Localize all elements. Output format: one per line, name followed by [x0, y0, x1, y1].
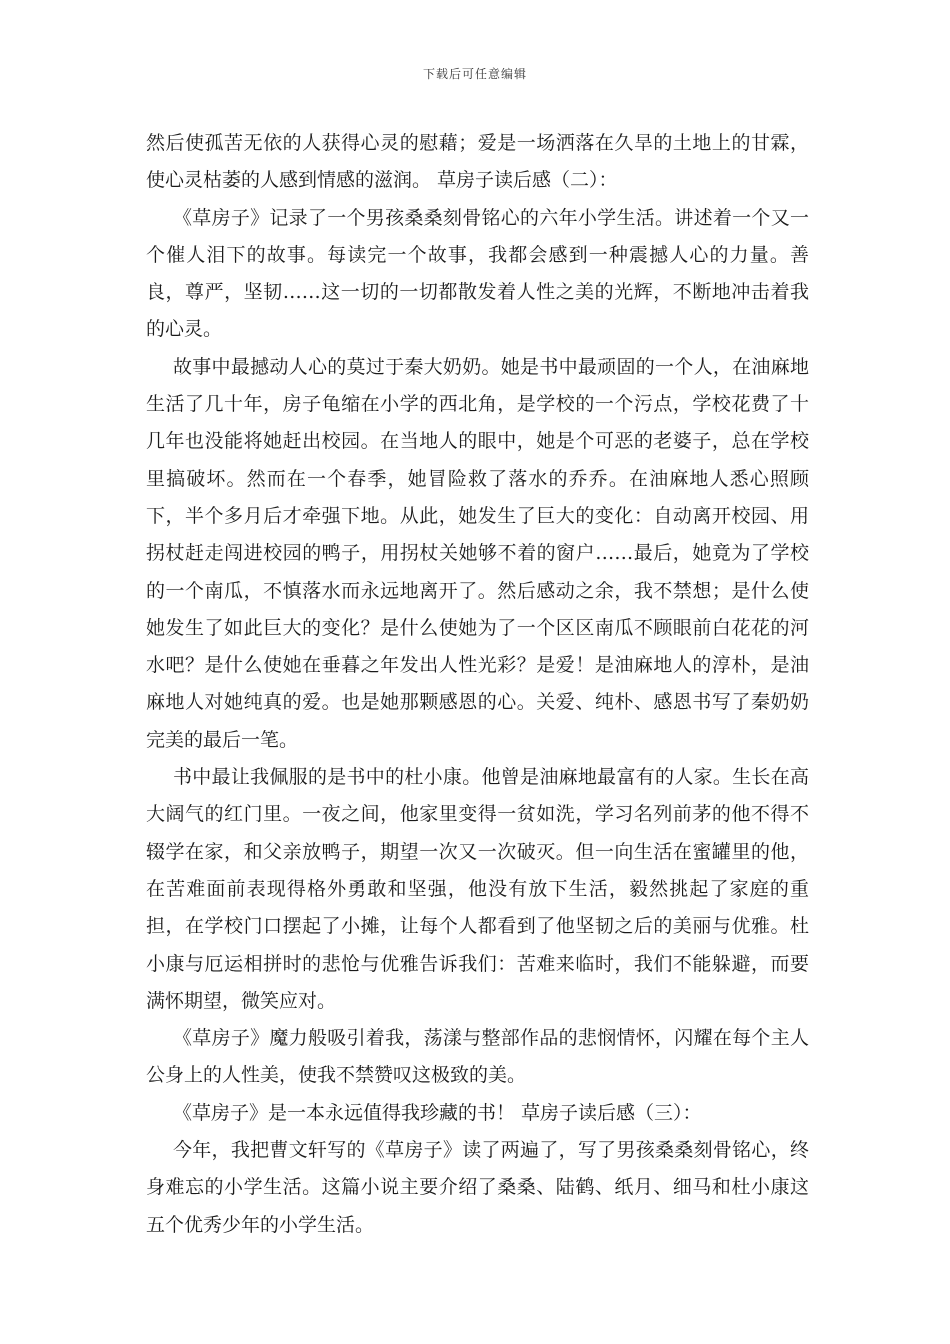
paragraph-5: 《草房子》魔力般吸引着我，荡漾与整部作品的悲悯情怀，闪耀在每个主人公身上的人性美，使我不禁赞叹这极致的美。	[146, 1027, 809, 1087]
paragraph-2: 《草房子》记录了一个男孩桑桑刻骨铭心的六年小学生活。讲述着一个又一个催人泪下的故事。每读完一个故事，我都会感到一种震撼人心的力量。善良，尊严，坚韧……这一切的一切都散发着人性之美的光辉，不断地冲击着我的心灵。	[146, 206, 809, 341]
paragraph-1: 然后使孤苦无依的人获得心灵的慰藉；爱是一场洒落在久旱的土地上的甘霖，使心灵枯萎的人感到情感的滋润。 草房子读后感（二）：	[146, 132, 809, 192]
paragraph-7: 今年，我把曹文轩写的《草房子》读了两遍了，写了男孩桑桑刻骨铭心，终身难忘的小学生活。这篇小说主要介绍了桑桑、陆鹤、纸月、细马和杜小康这五个优秀少年的小学生活。	[146, 1139, 809, 1236]
paragraph-6: 《草房子》是一本永远值得我珍藏的书！ 草房子读后感（三）：	[173, 1101, 702, 1124]
document-body	[146, 125, 809, 1244]
paragraph-4: 书中最让我佩服的是书中的杜小康。他曾是油麻地最富有的人家。生长在高大阔气的红门里。一夜之间，他家里变得一贫如洗，学习名列前茅的他不得不辍学在家，和父亲放鸭子，期望一次又一次破灭。但一向生活在蜜罐里的他，在苦难面前表现得格外勇敢和坚强，他没有放下生活，毅然挑起了家庭的重担，在学校门口摆起了小摊，让每个人都看到了他坚韧之后的美丽与优雅。杜小康与厄运相拼时的悲怆与优雅告诉我们：苦难来临时，我们不能躲避，而要满怀期望，微笑应对。	[146, 766, 809, 1012]
page-header: 下载后可任意编辑	[422, 67, 527, 81]
paragraph-3: 故事中最撼动人心的莫过于秦大奶奶。她是书中最顽固的一个人，在油麻地生活了几十年，房子龟缩在小学的西北角，是学校的一个污点，学校花费了十几年也没能将她赶出校园。在当地人的眼中，她是个可恶的老婆子，总在学校里搞破坏。然而在一个春季，她冒险救了落水的乔乔。在油麻地人悉心照顾下，半个多月后才牵强下地。从此，她发生了巨大的变化：自动离开校园、用拐杖赶走闯进校园的鸭子，用拐杖关她够不着的窗户……最后，她竟为了学校的一个南瓜，不慎落水而永远地离开了。然后感动之余，我不禁想；是什么使她发生了如此巨大的变化？是什么使她为了一个区区南瓜不顾眼前白花花的河水吧？是什么使她在垂暮之年发出人性光彩？是爱！是油麻地人的淳朴，是油麻地人对她纯真的爱。也是她那颗感恩的心。关爱、纯朴、感恩书写了秦奶奶完美的最后一笔。	[146, 355, 809, 751]
